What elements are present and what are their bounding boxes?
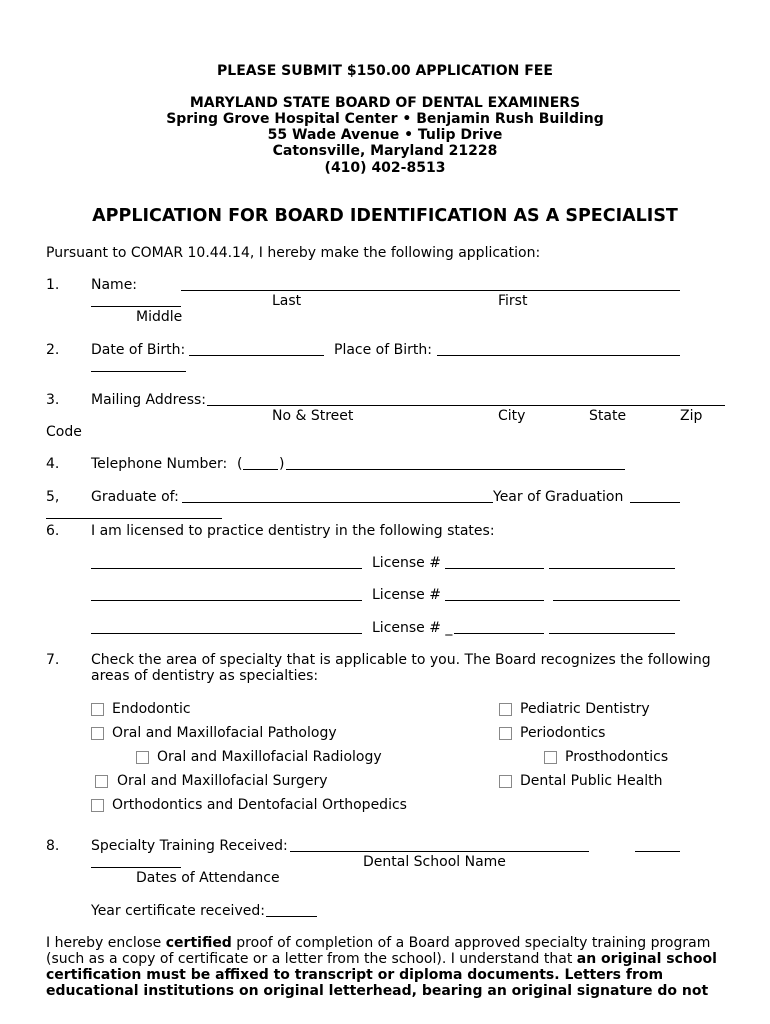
fee-notice: PLEASE SUBMIT $150.00 APPLICATION FEE (217, 63, 553, 79)
training-sub-dates: Dates of Attendance (136, 870, 280, 886)
q6-number: 6. (46, 523, 60, 539)
name-sub-last: Last (272, 293, 302, 309)
license-label-3: License # _ (372, 620, 453, 636)
specialty-instructions-2: areas of dentistry as specialties: (91, 668, 319, 684)
address-sub-zip: Zip (680, 408, 703, 424)
state-field-3[interactable] (91, 633, 362, 634)
year-certificate-field[interactable] (266, 916, 317, 917)
name-field[interactable] (181, 290, 680, 291)
dob-field[interactable] (189, 355, 324, 356)
radiology-label: Oral and Maxillofacial Radiology (157, 749, 382, 765)
q4-number: 4. (46, 456, 60, 472)
orthodontics-label: Orthodontics and Dentofacial Orthopedics (112, 797, 407, 813)
enclosure-text-certified: certified (165, 935, 232, 951)
pob-label: Place of Birth: (334, 342, 432, 358)
dob-label: Date of Birth: (91, 342, 186, 358)
graduation-year-field-cont[interactable] (46, 518, 222, 519)
pediatric-label: Pediatric Dentistry (520, 701, 650, 717)
board-phone: (410) 402-8513 (324, 160, 446, 176)
dental-school-field[interactable] (290, 851, 589, 852)
address-sub-state: State (589, 408, 627, 424)
q3-number: 3. (46, 392, 60, 408)
q8-number: 8. (46, 838, 60, 854)
board-name: MARYLAND STATE BOARD OF DENTAL EXAMINERS (189, 95, 581, 111)
public-health-label: Dental Public Health (520, 773, 663, 789)
area-code-close: ) (279, 456, 285, 472)
license-extra-field-2[interactable] (553, 600, 680, 601)
name-sub-middle: Middle (136, 309, 183, 325)
q1-number: 1. (46, 277, 60, 293)
pathology-checkbox[interactable] (91, 727, 104, 740)
q5-number: 5, (46, 489, 60, 505)
periodontics-checkbox[interactable] (499, 727, 512, 740)
endodontic-label: Endodontic (112, 701, 191, 717)
board-city: Catonsville, Maryland 21228 (272, 143, 498, 159)
license-extra-field-1[interactable] (549, 568, 675, 569)
page-title: APPLICATION FOR BOARD IDENTIFICATION AS A SPECIALIST (92, 206, 678, 226)
telephone-label: Telephone Number: (91, 456, 228, 472)
q1-label: Name: (91, 277, 138, 293)
radiology-checkbox[interactable] (136, 751, 149, 764)
prosthodontics-label: Prosthodontics (565, 749, 669, 765)
training-sub-school: Dental School Name (363, 854, 506, 870)
enclosure-paragraph (46, 935, 736, 999)
enclosure-text-2: proof of completion of a Board approved specialty training program (such as a copy of certificate or a letter from the school). I understand that (46, 935, 711, 967)
board-street: 55 Wade Avenue • Tulip Drive (267, 127, 503, 143)
area-code-field[interactable] (243, 469, 278, 470)
license-extra-field-3[interactable] (549, 633, 675, 634)
attendance-field[interactable] (635, 851, 680, 852)
state-field-1[interactable] (91, 568, 362, 569)
graduate-field[interactable] (182, 502, 493, 503)
attendance-field-cont[interactable] (91, 867, 181, 868)
endodontic-checkbox[interactable] (91, 703, 104, 716)
orthodontics-checkbox[interactable] (91, 799, 104, 812)
year-certificate-label: Year certificate received: (91, 903, 265, 919)
pediatric-checkbox[interactable] (499, 703, 512, 716)
enclosure-text-requirement: an original school certification must be affixed to transcript or diploma documents. Letters from educational institutions on original letterhead, bearing an original signature do not (46, 951, 717, 999)
license-label-2: License # (372, 587, 441, 603)
q7-number: 7. (46, 652, 60, 668)
license-number-field-1[interactable] (445, 568, 544, 569)
board-location: Spring Grove Hospital Center • Benjamin Rush Building (166, 111, 604, 127)
license-label-1: License # (372, 555, 441, 571)
license-number-field-2[interactable] (445, 600, 544, 601)
address-sub-code: Code (46, 424, 82, 440)
pathology-label: Oral and Maxillofacial Pathology (112, 725, 337, 741)
public-health-checkbox[interactable] (499, 775, 512, 788)
licensed-label: I am licensed to practice dentistry in the following states: (91, 523, 495, 539)
graduate-label: Graduate of: (91, 489, 179, 505)
intro-text: Pursuant to COMAR 10.44.14, I hereby make the following application: (46, 245, 541, 261)
state-field-2[interactable] (91, 600, 362, 601)
graduation-year-field[interactable] (630, 502, 680, 503)
name-sub-first: First (498, 293, 528, 309)
training-label: Specialty Training Received: (91, 838, 288, 854)
address-label: Mailing Address: (91, 392, 207, 408)
name-field-cont[interactable] (91, 306, 181, 307)
graduation-year-label: Year of Graduation (493, 489, 624, 505)
license-number-field-3[interactable] (454, 633, 544, 634)
surgery-checkbox[interactable] (95, 775, 108, 788)
area-code-open: ( (237, 456, 243, 472)
periodontics-label: Periodontics (520, 725, 606, 741)
telephone-field[interactable] (286, 469, 625, 470)
pob-field[interactable] (437, 355, 680, 356)
address-field[interactable] (207, 405, 725, 406)
specialty-instructions-1: Check the area of specialty that is applicable to you. The Board recognizes the following (91, 652, 711, 668)
address-sub-street: No & Street (272, 408, 354, 424)
surgery-label: Oral and Maxillofacial Surgery (117, 773, 328, 789)
pob-field-cont[interactable] (91, 371, 186, 372)
prosthodontics-checkbox[interactable] (544, 751, 557, 764)
q2-number: 2. (46, 342, 60, 358)
enclosure-text-1: I hereby enclose (46, 935, 166, 951)
address-sub-city: City (498, 408, 526, 424)
